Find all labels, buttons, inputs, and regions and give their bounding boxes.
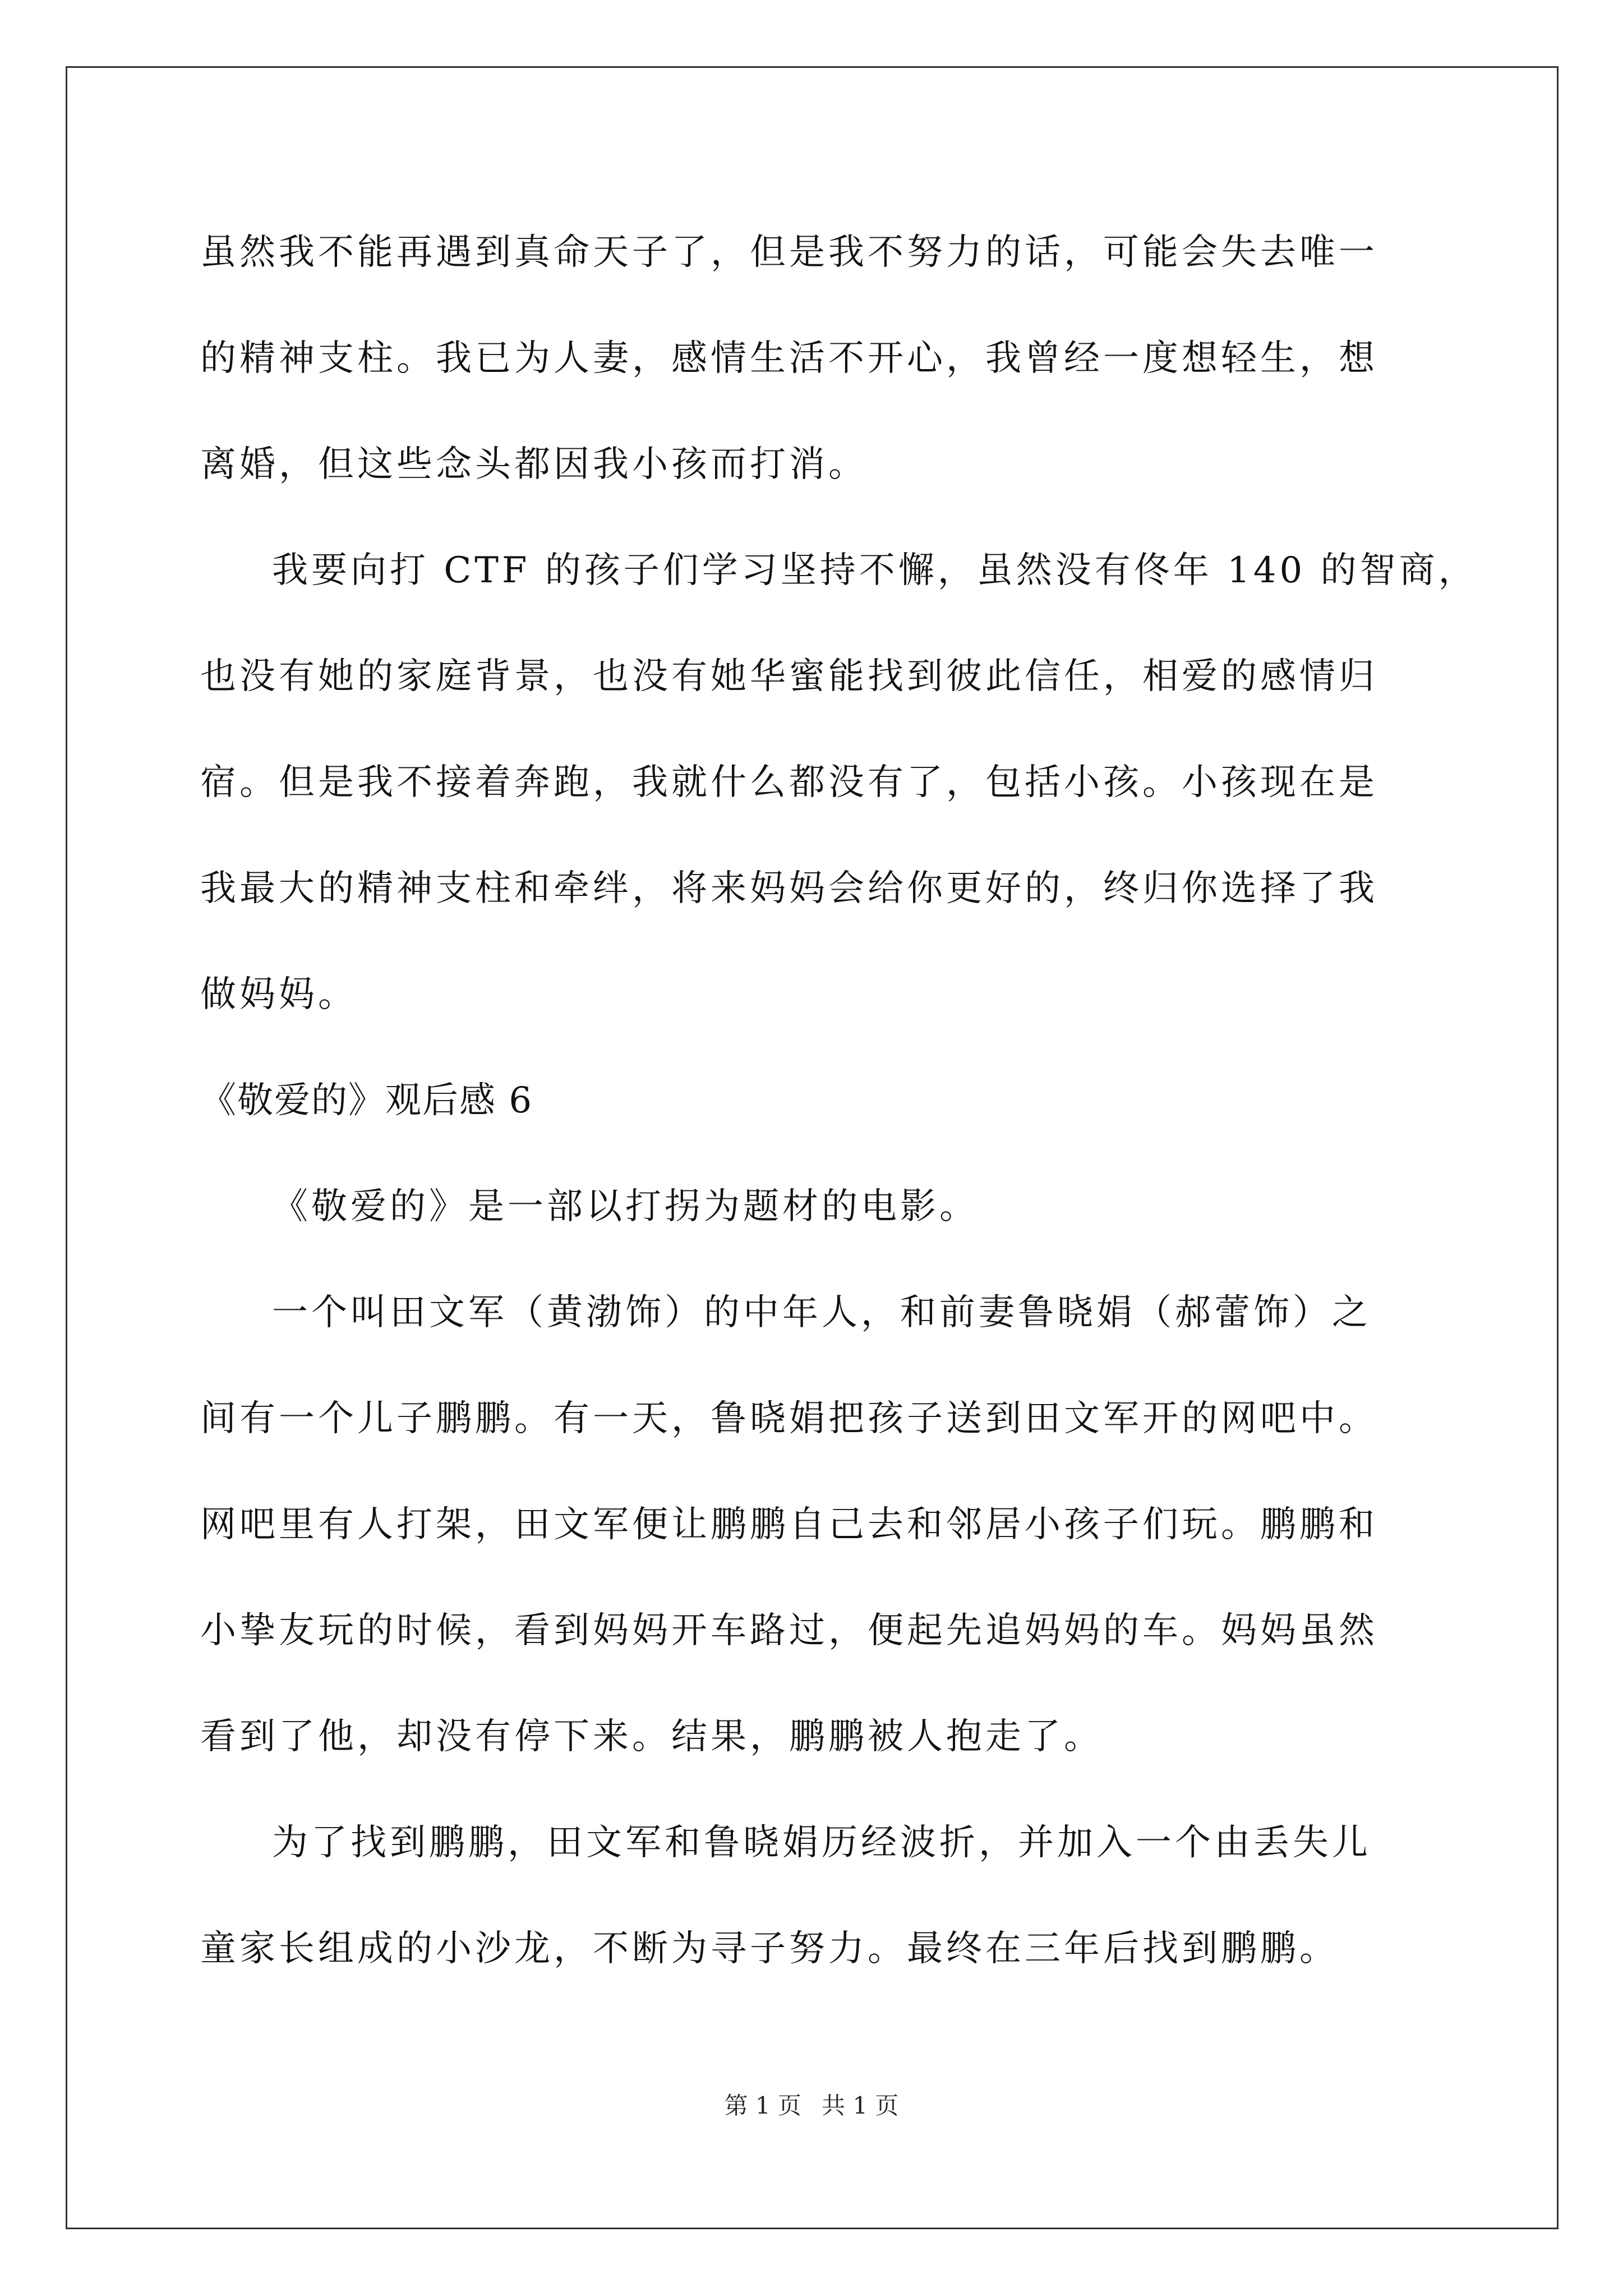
paragraph-line: 为了找到鹏鹏，田文军和鲁晓娟历经波折，并加入一个由丢失儿 xyxy=(272,1822,1371,1864)
paragraph-line: 《敬爱的》是一部以打拐为题材的电影。 xyxy=(272,1186,979,1227)
paragraph-line: 一个叫田文军（黄渤饰）的中年人，和前妻鲁晓娟（郝蕾饰）之 xyxy=(272,1292,1371,1333)
paragraph-line: 我最大的精神支柱和牵绊，将来妈妈会给你更好的，终归你选择了我 xyxy=(200,868,1378,909)
paragraph-line: 做妈妈。 xyxy=(200,974,357,1015)
paragraph-line: 小挚友玩的时候，看到妈妈开车路过，便起先追妈妈的车。妈妈虽然 xyxy=(200,1610,1378,1651)
paragraph-line: 也没有她的家庭背景，也没有她华蜜能找到彼此信任，相爱的感情归 xyxy=(200,656,1378,697)
paragraph-line: 间有一个儿子鹏鹏。有一天，鲁晓娟把孩子送到田文军开的网吧中。 xyxy=(200,1398,1378,1439)
paragraph-line: 的精神支柱。我已为人妻，感情生活不开心，我曾经一度想轻生，想 xyxy=(200,338,1378,379)
paragraph-line: 虽然我不能再遇到真命天子了，但是我不努力的话，可能会失去唯一 xyxy=(200,232,1378,273)
paragraph-line: 我要向打 CTF 的孩子们学习坚持不懈，虽然没有佟年 140 的智商， xyxy=(272,550,1478,591)
page-footer xyxy=(0,2090,1623,2122)
paragraph-line: 网吧里有人打架，田文军便让鹏鹏自己去和邻居小孩子们玩。鹏鹏和 xyxy=(200,1504,1378,1545)
page-number-total: 共 1 页 xyxy=(822,2092,899,2119)
paragraph-line: 童家长组成的小沙龙，不断为寻子努力。最终在三年后找到鹏鹏。 xyxy=(200,1928,1339,1970)
paragraph-line: 离婚，但这些念头都因我小孩而打消。 xyxy=(200,444,868,485)
paragraph-line: 宿。但是我不接着奔跑，我就什么都没有了，包括小孩。小孩现在是 xyxy=(200,762,1378,803)
page-border xyxy=(66,66,1559,2229)
section-heading: 《敬爱的》观后感 6 xyxy=(200,1080,533,1121)
page-number-current: 第 1 页 xyxy=(724,2092,801,2119)
paragraph-line: 看到了他，却没有停下来。结果，鹏鹏被人抱走了。 xyxy=(200,1716,1103,1757)
